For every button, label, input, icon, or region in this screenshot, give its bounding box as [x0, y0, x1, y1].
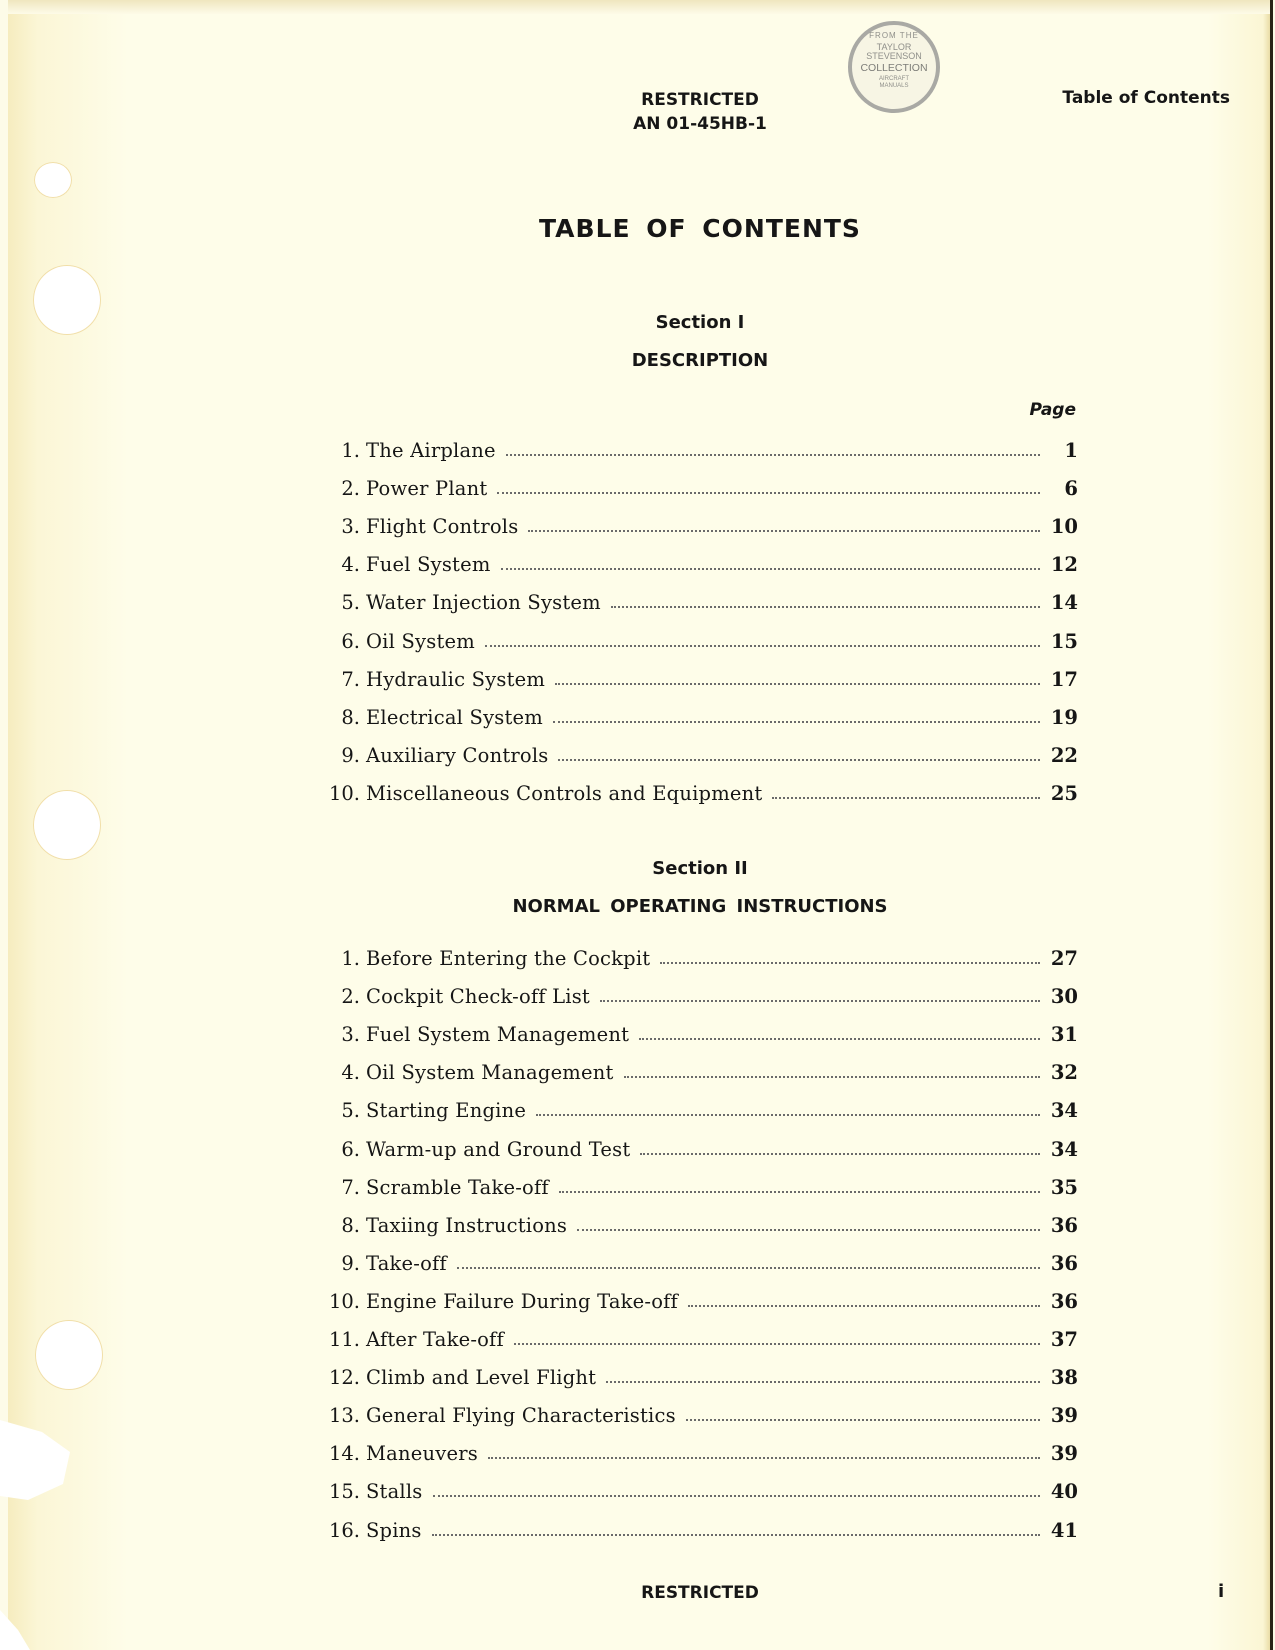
- dot-leader: [640, 1153, 1040, 1155]
- binder-hole-top: [33, 265, 101, 335]
- dot-leader: [606, 1381, 1040, 1383]
- dot-leader: [639, 1038, 1040, 1040]
- toc-entry[interactable]: [318, 1287, 1078, 1313]
- dot-leader: [501, 568, 1040, 570]
- toc-entry-page: 12: [1050, 553, 1078, 577]
- stamp-line: MANUALS: [879, 83, 909, 89]
- toc-entry-number: 3.: [341, 515, 360, 539]
- toc-entry-title: Oil System Management: [366, 1061, 614, 1085]
- stamp-line: COLLECTION: [860, 62, 928, 74]
- toc-entry-page: 6: [1064, 477, 1078, 501]
- dot-leader: [536, 1114, 1040, 1116]
- toc-entry-title: Spins: [366, 1518, 422, 1542]
- toc-entry-number: 11.: [328, 1328, 360, 1351]
- toc-entry-number: 3.: [341, 1023, 360, 1047]
- toc-entry[interactable]: [318, 1173, 1078, 1199]
- toc-entry-page: 10: [1050, 515, 1078, 539]
- toc-entry-title: Maneuvers: [366, 1442, 478, 1466]
- toc-entry[interactable]: [318, 1249, 1078, 1275]
- dot-leader: [577, 1229, 1040, 1231]
- dot-leader: [432, 1534, 1040, 1536]
- toc-entry-page: 34: [1050, 1099, 1078, 1123]
- toc-entry[interactable]: [318, 1439, 1078, 1465]
- toc-entry-page: 31: [1050, 1023, 1078, 1047]
- toc-entry-title: Flight Controls: [366, 515, 519, 539]
- dot-leader: [488, 1457, 1040, 1459]
- toc-entry-page: 41: [1050, 1518, 1078, 1542]
- toc-entry-page: 19: [1050, 705, 1078, 729]
- toc-entry[interactable]: [318, 1058, 1078, 1084]
- toc-entry[interactable]: [318, 1096, 1078, 1122]
- toc-entry-number: 2.: [341, 477, 360, 501]
- dot-leader: [772, 797, 1040, 799]
- toc-entry[interactable]: [318, 474, 1078, 500]
- toc-entry-number: 8.: [341, 705, 360, 729]
- toc-entry-title: Fuel System Management: [366, 1023, 630, 1047]
- toc-entry-page: 36: [1050, 1213, 1078, 1237]
- toc-entry-title: Hydraulic System: [366, 667, 546, 691]
- dot-leader: [688, 1305, 1040, 1307]
- toc-entry-title: Water Injection System: [366, 591, 601, 615]
- toc-entry-number: 6.: [341, 629, 360, 653]
- dot-leader: [485, 645, 1040, 647]
- stamp-line: AIRCRAFT: [879, 76, 909, 82]
- header-classification: RESTRICTED: [641, 90, 759, 110]
- section-name: DESCRIPTION: [631, 350, 769, 371]
- toc-entry-number: 7.: [341, 667, 360, 691]
- toc-entry-title: Fuel System: [366, 553, 491, 577]
- toc-entry-title: Power Plant: [366, 477, 488, 501]
- toc-entry[interactable]: [318, 944, 1078, 970]
- toc-entry-page: 37: [1050, 1328, 1078, 1351]
- toc-entry-title: Before Entering the Cockpit: [366, 947, 651, 970]
- toc-entry[interactable]: [318, 550, 1078, 576]
- toc-entry[interactable]: [318, 779, 1078, 805]
- toc-entry-title: Cockpit Check-off List: [366, 985, 590, 1009]
- toc-entry[interactable]: [318, 1211, 1078, 1237]
- binder-hole-middle: [33, 790, 101, 860]
- toc-entry[interactable]: [318, 1401, 1078, 1427]
- section-label: Section II: [652, 858, 748, 879]
- toc-entry-page: 22: [1050, 743, 1078, 767]
- section-label: Section I: [655, 312, 745, 333]
- toc-entry-number: 13.: [328, 1404, 360, 1428]
- toc-entry-page: 36: [1050, 1289, 1078, 1313]
- collection-stamp: [848, 21, 940, 113]
- toc-entry-page: 39: [1050, 1404, 1078, 1428]
- toc-entry-number: 14.: [328, 1442, 360, 1466]
- dot-leader: [686, 1419, 1040, 1421]
- dot-leader: [457, 1267, 1040, 1269]
- toc-entry-page: 15: [1050, 629, 1078, 653]
- toc-entry[interactable]: [318, 982, 1078, 1008]
- toc-entry-title: Scramble Take-off: [366, 1175, 549, 1199]
- toc-entry-page: 34: [1050, 1137, 1078, 1161]
- dot-leader: [497, 492, 1040, 494]
- dot-leader: [528, 530, 1040, 532]
- toc-entry-number: 10.: [328, 1289, 360, 1313]
- section-name: NORMAL OPERATING INSTRUCTIONS: [512, 896, 888, 917]
- toc-entry-number: 2.: [341, 985, 360, 1009]
- dot-leader: [555, 683, 1040, 685]
- toc-entry-title: Stalls: [366, 1480, 423, 1504]
- toc-entry-page: 1: [1064, 439, 1078, 462]
- page-top-edge: [8, 0, 1270, 14]
- toc-entry-title: Starting Engine: [366, 1099, 527, 1123]
- dot-leader: [514, 1343, 1040, 1345]
- toc-entry-number: 9.: [341, 743, 360, 767]
- toc-entry-page: 35: [1050, 1175, 1078, 1199]
- toc-entry[interactable]: [318, 1477, 1078, 1503]
- dot-leader: [558, 759, 1040, 761]
- toc-entry[interactable]: [318, 703, 1078, 729]
- binder-hole-bottom: [35, 1320, 103, 1390]
- toc-entry-number: 4.: [341, 1061, 360, 1085]
- dot-leader: [506, 454, 1040, 456]
- dot-leader: [433, 1495, 1040, 1497]
- dot-leader: [559, 1191, 1040, 1193]
- toc-entry-title: General Flying Characteristics: [366, 1404, 676, 1428]
- toc-entry[interactable]: [318, 588, 1078, 614]
- toc-entry-number: 1.: [341, 439, 360, 462]
- toc-entry-page: 27: [1050, 947, 1078, 970]
- stamp-line: STEVENSON: [866, 51, 922, 61]
- header-document-number: AN 01-45HB-1: [633, 114, 767, 134]
- page-folio: i: [1218, 1581, 1225, 1602]
- toc-entry[interactable]: [318, 1135, 1078, 1161]
- toc-entry[interactable]: [318, 665, 1078, 691]
- toc-entry-page: 36: [1050, 1251, 1078, 1275]
- toc-entry[interactable]: [318, 627, 1078, 653]
- toc-entry-number: 16.: [328, 1518, 360, 1542]
- dot-leader: [553, 721, 1040, 723]
- toc-entry-number: 12.: [328, 1366, 360, 1390]
- page-column-label: Page: [1029, 400, 1076, 420]
- toc-entry-page: 14: [1050, 591, 1078, 615]
- dot-leader: [600, 1000, 1040, 1002]
- toc-entry-number: 15.: [328, 1480, 360, 1504]
- footer-classification: RESTRICTED: [641, 1583, 759, 1603]
- toc-entry-title: Warm-up and Ground Test: [366, 1137, 631, 1161]
- toc-entry-page: 32: [1050, 1061, 1078, 1085]
- dot-leader: [611, 606, 1040, 608]
- toc-entry-title: After Take-off: [366, 1328, 504, 1351]
- toc-entry-title: Climb and Level Flight: [366, 1366, 597, 1390]
- toc-entry-page: 30: [1050, 985, 1078, 1009]
- header-running-title: Table of Contents: [1062, 88, 1230, 108]
- toc-entry[interactable]: [318, 512, 1078, 538]
- toc-entry-page: 38: [1050, 1366, 1078, 1390]
- toc-entry-title: The Airplane: [366, 439, 496, 462]
- page-title: TABLE OF CONTENTS: [539, 214, 861, 243]
- toc-entry-number: 7.: [341, 1175, 360, 1199]
- toc-entry-number: 9.: [341, 1251, 360, 1275]
- toc-entry-number: 6.: [341, 1137, 360, 1161]
- toc-entry[interactable]: [318, 1325, 1078, 1351]
- stamp-line: FROM THE: [869, 31, 919, 40]
- toc-entry-number: 4.: [341, 553, 360, 577]
- toc-entry-title: Take-off: [366, 1251, 447, 1275]
- toc-entry-number: 5.: [341, 1099, 360, 1123]
- toc-entry-page: 39: [1050, 1442, 1078, 1466]
- toc-entry-number: 5.: [341, 591, 360, 615]
- toc-entry[interactable]: [318, 1516, 1078, 1542]
- toc-entry[interactable]: [318, 741, 1078, 767]
- toc-entry[interactable]: [318, 1363, 1078, 1389]
- dot-leader: [624, 1076, 1040, 1078]
- dot-leader: [660, 962, 1040, 964]
- toc-entry-number: 1.: [341, 947, 360, 970]
- toc-entry[interactable]: [318, 1020, 1078, 1046]
- toc-entry-title: Taxiing Instructions: [366, 1213, 568, 1237]
- toc-entry-number: 10.: [328, 781, 360, 805]
- toc-entry-number: 8.: [341, 1213, 360, 1237]
- toc-entry-title: Miscellaneous Controls and Equipment: [366, 781, 763, 805]
- stamp-line: TAYLOR: [876, 42, 912, 52]
- toc-entry-page: 17: [1050, 667, 1078, 691]
- toc-entry-page: 40: [1050, 1480, 1078, 1504]
- toc-entry-title: Oil System: [366, 629, 475, 653]
- toc-entry[interactable]: [318, 436, 1078, 462]
- toc-entry-page: 25: [1050, 781, 1078, 805]
- toc-entry-title: Engine Failure During Take-off: [366, 1289, 678, 1313]
- binder-hole-small-top: [34, 162, 72, 198]
- toc-entry-title: Electrical System: [366, 705, 543, 729]
- toc-entry-title: Auxiliary Controls: [366, 743, 549, 767]
